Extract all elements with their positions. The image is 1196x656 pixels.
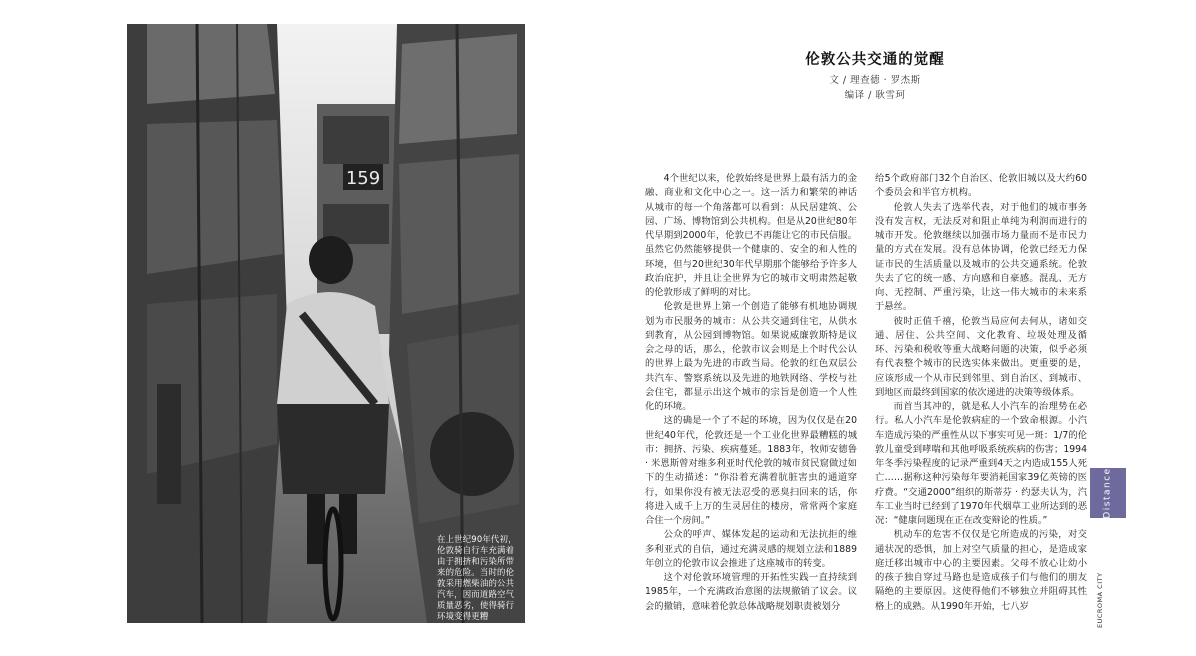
paragraph: 机动车的危害不仅仅是它所造成的污染，对交通状况的恐惧，加上对空气质量的担心，是造成家庭迁移出城市中心的主要因素。父母不放心让幼小的孩子独自穿过马路也是造成孩子们与他们的朋友隔绝的主要原因。这使得他们不够独立并阻碍其性格上的成熟。从1990年开始，七八岁 [875,529,1087,612]
paragraph: 这个对伦敦环境管理的开拓性实践一直持续到1985年，一个充满政治意图的法规撤销了议会。议会的撤销，意味着伦敦总体战略规划职责被划分 [645,572,857,612]
paragraph: 伦敦人失去了选举代表，对于他们的城市事务没有发言权，无法反对和阻止单纯为利润而进行的城市开发。伦敦继续以加强市场力量而不是市民力量的方式在发展。没有总体协调，伦敦已经无力保证市民的生活质量以及城市的公共交通系统。伦敦失去了它的统一感、方向感和自豪感。混乱、无方向、无控制、严重污染，让这一伟大城市的未来系于悬丝。 [875,201,1087,313]
author-line: 文 / 理查德 · 罗杰斯 [829,75,921,86]
body-column-left [645,172,857,632]
paragraph: 伦敦是世界上第一个创造了能够有机地协调规划为市民服务的城市：从公共交通到住宅，从供水到教育，从公园到博物馆。如果说威廉敦斯特是议会之母的话，那么，伦敦市议会则是上个时代公认的世界上最为先进的市政当局。伦敦的红色双层公共汽车、警察系统以及先进的地铁网络、学校与社会住宅，都显示出这个城市的宗旨是创造一个人性化的环境。 [645,301,857,412]
paragraph: 彼时正值千禧，伦敦当局应何去何从，诸如交通、居住、公共空间、文化教育、垃圾处理及循环、污染和税收等重大战略问题的决策，似乎必须有代表整个城市的民选实体来做出。更重要的是，应该形成一个从市民到邻里、到自治区、到城市、到地区而最终到国家的依次递进的决策等级体系。 [875,315,1087,398]
photo-caption: 在上世纪90年代初，伦敦骑自行车充满着由于拥挤和污染所带来的危险。当时的伦敦采用燃柴油的公共汽车，因而道路空气质量恶劣，使得骑行环境变得更糟 [437,534,517,621]
cyclist-between-buses-photo [127,24,525,623]
left-bus [127,24,287,623]
section-tab [1090,468,1126,518]
paragraph: 4个世纪以来，伦敦始终是世界上最有活力的金融、商业和文化中心之一。这一活力和繁荣的神话从城市的每一个角落都可以看到：从民居建筑、公园、广场、博物馆到公共机构。但是从20世纪80年代早期到2000年，伦敦已不再能让它的市民信服。虽然它仍然能够提供一个健康的、安全的和人性的环境，但与20世纪30年代早期那个能够给予许多人政治庇护，并且让全世界为它的城市文明肃然起敬的伦敦形成了鲜明的对比。 [645,173,857,298]
paragraph: 公众的呼声、媒体发起的运动和无法抗拒的维多利亚式的自信，通过充满灵感的规划立法和1889年创立的伦敦市议会推进了这座城市的转变。 [645,529,857,569]
translator-line: 编译 / 耿雪珂 [844,90,906,101]
paragraph: 而首当其冲的，就是私人小汽车的治理势在必行。私人小汽车是伦敦病症的一个致命根源。小汽车造成污染的严重性从以下事实可见一斑：1/7的伦敦儿童受到哮喘和其他呼吸系统疾病的伤害；1994年冬季污染程度的记录严重到4天之内造成155人死亡……据称这种污染每年要消耗国家39亿英镑的医疗费。“交通2000”组织的斯蒂芬 · 约瑟夫认为，汽车工业当时已经到了1970年代烟草工业所达到的恶况：“健康问题现在正在改变辩论的性质。” [875,401,1087,526]
section-tab-label: Distance [1103,467,1114,519]
body-column-right [875,172,1087,632]
bus-route-number: 159 [345,168,381,189]
paragraph: 给5个政府部门32个自治区、伦敦旧城以及大约60个委员会和半官方机构。 [875,173,1087,199]
article-title: 伦敦公共交通的觉醒 [805,52,945,68]
column-vertical-label: EUCROMA CITY [1096,572,1104,628]
paragraph: 这的确是一个了不起的环境，因为仅仅是在20世纪40年代，伦敦还是一个工业化世界最糟糕的城市：拥挤、污染、疾病蔓延。1883年，牧师安德鲁 · 米恩斯曾对维多利亚时代伦敦的城市贫民窟做过如下的生动描述：“你沿着充满着肮脏害虫的通道穿行，如果你没有被无法忍受的恶臭扫回来的话，你将进入成千上万的生灵居住的楼房，常常两个家庭合住一个房间。” [645,415,857,526]
